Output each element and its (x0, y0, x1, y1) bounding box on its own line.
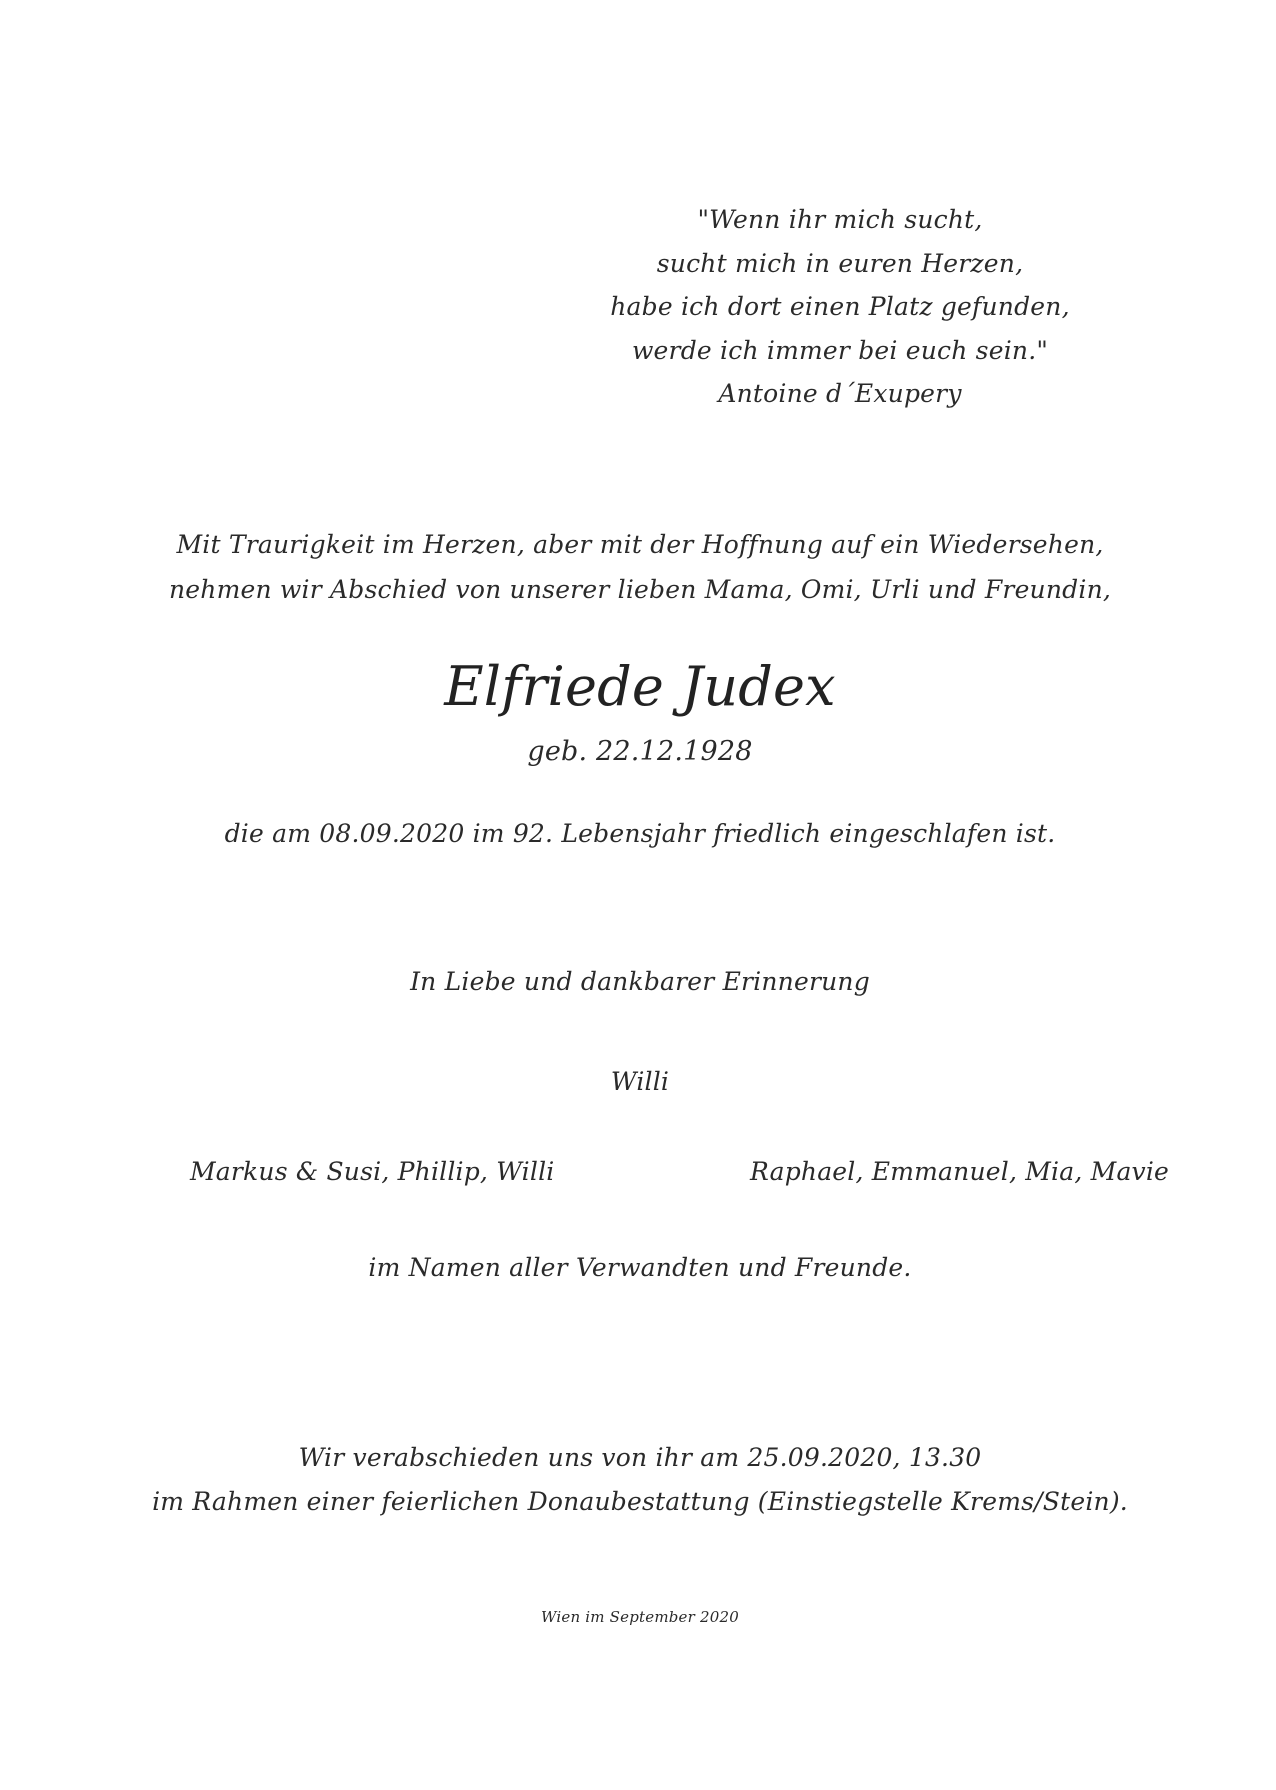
birth-date: geb. 22.12.1928 (527, 736, 753, 767)
farewell-line: im Rahmen einer feierlichen Donaubestattung (Einstiegstelle Krems/Stein). (152, 1487, 1128, 1516)
children-names: Markus & Susi, Phillip, Willi (190, 1157, 555, 1186)
memory-line: In Liebe und dankbarer Erinnerung (410, 967, 870, 996)
intro-text (140, 522, 1140, 612)
quote-line: "Wenn ihr mich sucht, (697, 205, 983, 234)
quote-block (610, 198, 1070, 416)
death-line: die am 08.09.2020 im 92. Lebensjahr friedlich eingeschlafen ist. (224, 819, 1056, 848)
quote-author: Antoine d´Exupery (718, 379, 962, 408)
relatives-line: im Namen aller Verwandten und Freunde. (368, 1253, 912, 1282)
intro-line: nehmen wir Abschied von unserer lieben Mama, Omi, Urli und Freundin, (168, 575, 1112, 604)
farewell-text (140, 1436, 1140, 1524)
spouse-name: Willi (610, 1067, 670, 1096)
quote-line: werde ich immer bei euch sein." (631, 335, 1049, 365)
quote-line: sucht mich in euren Herzen, (656, 248, 1024, 278)
farewell-line: Wir verabschieden uns von ihr am 25.09.2020, 13.30 (298, 1443, 982, 1472)
grandchildren-names: Raphael, Emmanuel, Mia, Mavie (750, 1157, 1170, 1186)
deceased-name: Elfriede Judex (444, 655, 836, 718)
quote-line: habe ich dort einen Platz gefunden, (610, 292, 1070, 321)
intro-line: Mit Traurigkeit im Herzen, aber mit der Hoffnung auf ein Wiedersehen, (176, 530, 1104, 559)
place-date: Wien im September 2020 (541, 1608, 739, 1626)
